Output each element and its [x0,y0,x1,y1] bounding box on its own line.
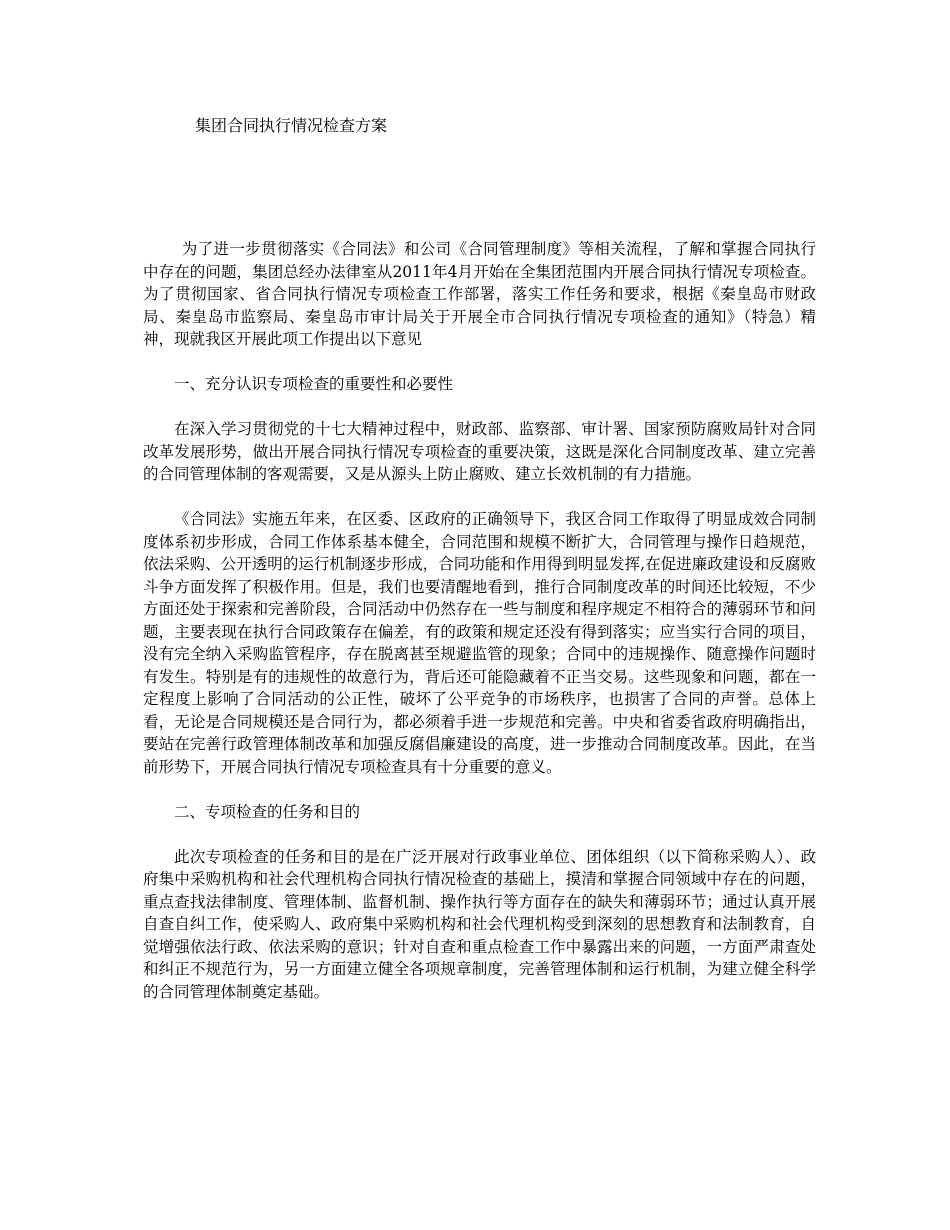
intro-paragraph: 为了进一步贯彻落实《合同法》和公司《合同管理制度》等相关流程，了解和掌握合同执行中存在的问题，集团总经办法律室从2011年4月开始在全集团范围内开展合同执行情况专项检查。为了贯彻国家、省合同执行情况专项检查工作部署，落实工作任务和要求，根据《秦皇岛市财政局、秦皇岛市监察局、秦皇岛市审计局关于开展全市合同执行情况专项检查的通知》（特急）精神，现就我区开展此项工作提出以下意见 [143,240,816,348]
section-1-heading: 一、充分认识专项检查的重要性和必要性 [174,375,454,393]
section-2-paragraph-1: 此次专项检查的任务和目的是在广泛开展对行政事业单位、团体组织（以下简称采购人）、政府集中采购机构和社会代理机构合同执行情况检查的基础上，摸清和掌握合同领域中存在的问题，重点查找法律制度、管理体制、监督机制、操作执行等方面存在的缺失和薄弱环节；通过认真开展自查自纠工作，使采购人、政府集中采购机构和社会代理机构受到深刻的思想教育和法制教育，自觉增强依法行政、依法采购的意识；针对自查和重点检查工作中暴露出来的问题，一方面严肃查处和纠正不规范行为，另一方面建立健全各项规章制度，完善管理体制和运行机制，为建立健全科学的合同管理体制奠定基础。 [143,847,816,1001]
section-1-paragraph-2: 《合同法》实施五年来，在区委、区政府的正确领导下，我区合同工作取得了明显成效合同制度体系初步形成，合同工作体系基本健全，合同范围和规模不断扩大，合同管理与操作日趋规范，依法采购、公开透明的运行机制逐步形成，合同功能和作用得到明显发挥,在促进廉政建设和反腐败斗争方面发挥了积极作用。但是，我们也要清醒地看到，推行合同制度改革的时间还比较短，不少方面还处于探索和完善阶段，合同活动中仍然存在一些与制度和程序规定不相符合的薄弱环节和问题，主要表现在执行合同政策存在偏差，有的政策和规定还没有得到落实；应当实行合同的项目，没有完全纳入采购监管程序，存在脱离甚至规避监管的现象；合同中的违规操作、随意操作问题时有发生。特别是有的违规性的故意行为，背后还可能隐藏着不正当交易。这些现象和问题，都在一定程度上影响了合同活动的公正性，破坏了公平竞争的市场秩序，也损害了合同的声誉。总体上看，无论是合同规模还是合同行为，都必须着手进一步规范和完善。中央和省委省政府明确指出，要站在完善行政管理体制改革和加强反腐倡廉建设的高度，进一步推动合同制度改革。因此，在当前形势下，开展合同执行情况专项检查具有十分重要的意义。 [143,510,816,776]
document-body [143,238,816,1026]
section-2-heading: 二、专项检查的任务和目的 [174,802,361,821]
document-title: 集团合同执行情况检查方案 [195,116,388,135]
section-1-paragraph-1: 在深入学习贯彻党的十七大精神过程中，财政部、监察部、审计署、国家预防腐败局针对合同改革发展形势，做出开展合同执行情况专项检查的重要决策，这既是深化合同制度改革、建立完善的合同管理体制的客观需要，又是从源头上防止腐败、建立长效机制的有力措施。 [143,420,816,483]
